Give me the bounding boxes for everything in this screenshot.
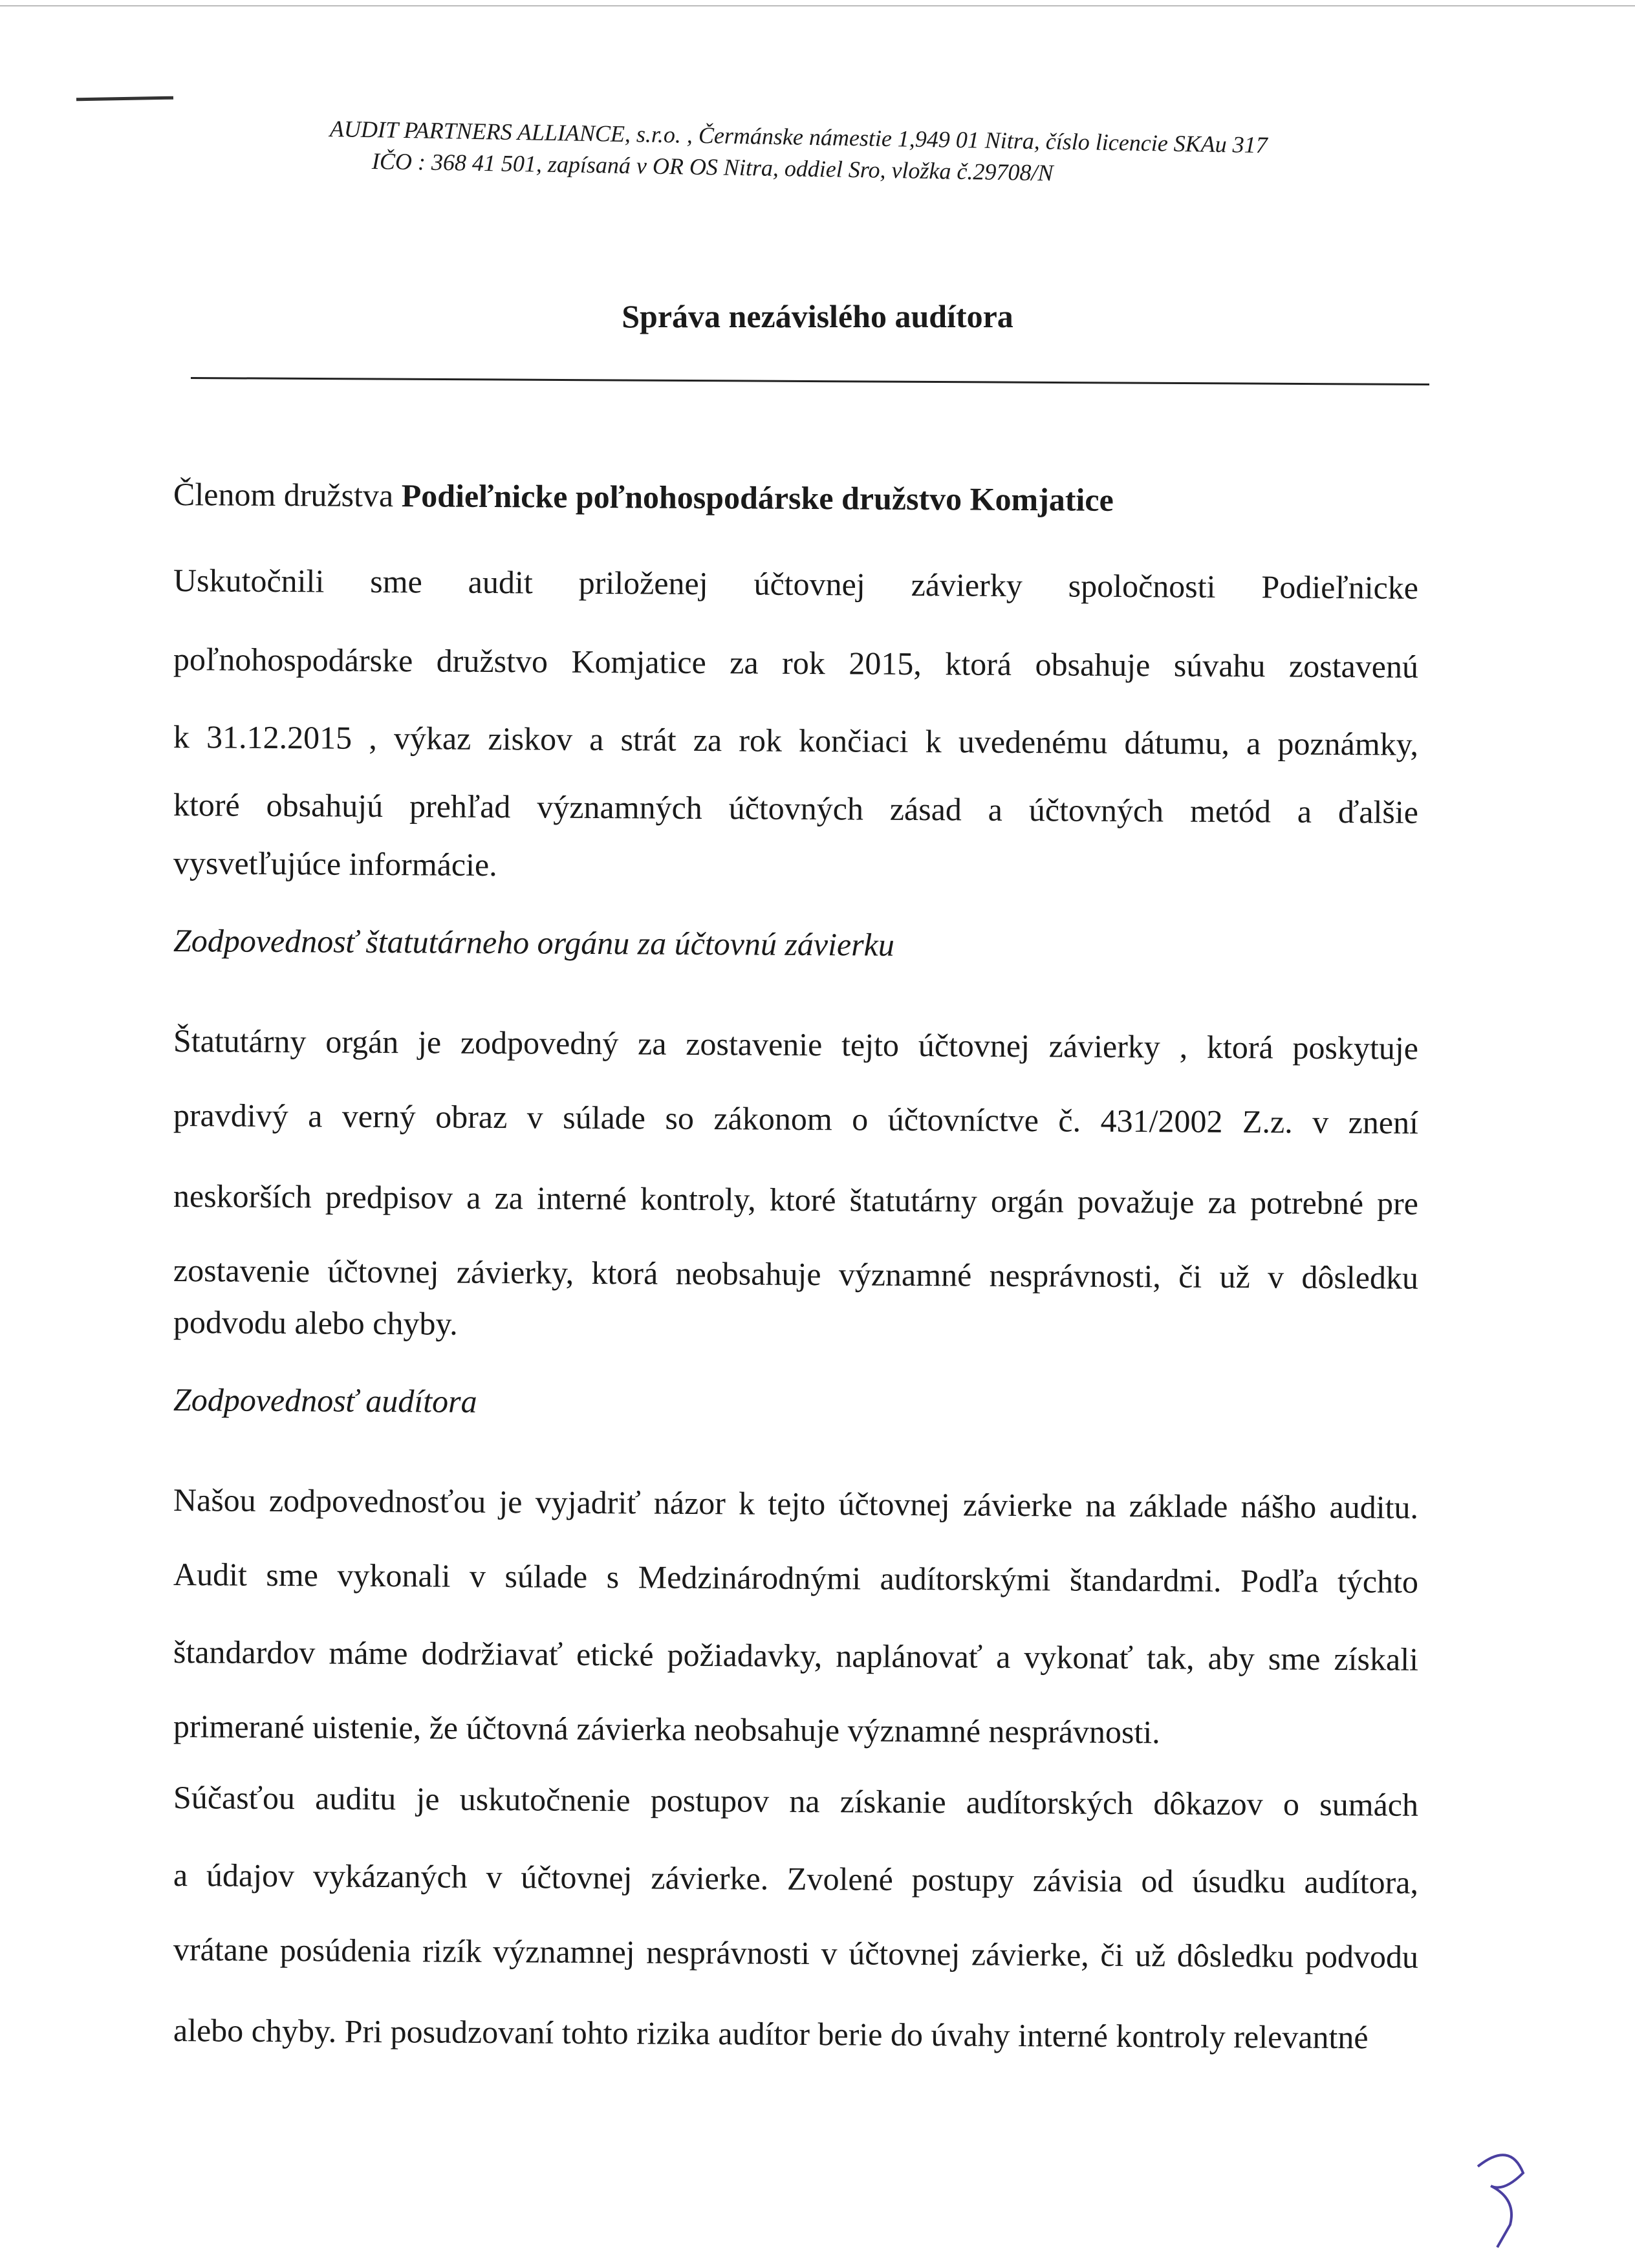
management-responsibility-line: podvodu alebo chyby.	[173, 1304, 458, 1342]
intro-line: k 31.12.2015 , výkaz ziskov a strát za rok končiaci k uvedenému dátumu, a poznámky,	[173, 718, 1419, 762]
management-responsibility-line: neskorších predpisov a za interné kontroly, ktoré štatutárny orgán považuje za potrebné pre	[173, 1178, 1419, 1222]
auditor-responsibility-line: alebo chyby. Pri posudzovaní tohto rizika audítor berie do úvahy interné kontroly relevantné	[173, 2012, 1369, 2056]
auditor-responsibility-line: primerané uistenie, že účtovná závierka neobsahuje významné nesprávnosti.	[173, 1708, 1160, 1751]
auditor-responsibility-line: Audit sme vykonali v súlade s Medzinárodnými audítorskými štandardmi. Podľa týchto	[173, 1556, 1419, 1600]
management-responsibility-line: Štatutárny orgán je zodpovedný za zostavenie tejto účtovnej závierky , ktorá poskytuje	[173, 1022, 1419, 1066]
auditor-responsibility-line: Súčasťou auditu je uskutočnenie postupov na získanie audítorských dôkazov o sumách	[173, 1779, 1419, 1823]
handwritten-page-number	[1465, 2147, 1543, 2251]
management-responsibility-line: zostavenie účtovnej závierky, ktorá neobsahuje významné nesprávnosti, či už v dôsledku	[173, 1252, 1419, 1296]
auditor-responsibility-line: Našou zodpovednosťou je vyjadriť názor k tejto účtovnej závierke na základe nášho auditu.	[173, 1482, 1419, 1526]
auditor-responsibility-line: vrátane posúdenia rizík významnej nesprávnosti v účtovnej závierke, či už dôsledku podvodu	[173, 1931, 1419, 1975]
auditor-responsibility-line: a údajov vykázaných v účtovnej závierke. Zvolené postupy závisia od úsudku audítora,	[173, 1857, 1419, 1901]
section-heading-auditor: Zodpovednosť audítora	[173, 1381, 477, 1420]
letterhead-line-2: IČO : 368 41 501, zapísaná v OR OS Nitra, oddiel Sro, vložka č.29708/N	[371, 148, 1054, 186]
title-divider	[191, 377, 1429, 385]
intro-line: poľnohospodárske družstvo Komjatice za rok 2015, ktorá obsahuje súvahu zostavenú	[173, 641, 1419, 685]
letterhead-line-1: AUDIT PARTNERS ALLIANCE, s.r.o. , Čermánske námestie 1,949 01 Nitra, číslo licencie SKAu 317	[329, 116, 1268, 158]
addressee-prefix: Členom družstva	[173, 476, 394, 514]
addressee	[173, 475, 1418, 521]
auditor-responsibility-line: štandardov máme dodržiavať etické požiadavky, naplánovať a vykonať tak, aby sme získali	[173, 1634, 1419, 1678]
section-heading-management: Zodpovednosť štatutárneho orgánu za účtovnú závierku	[173, 922, 894, 963]
scan-edge	[0, 5, 1635, 6]
intro-line: ktoré obsahujú prehľad významných účtovných zásad a účtovných metód a ďalšie	[173, 786, 1419, 830]
addressee-name: Podieľnicke poľnohospodárske družstvo Komjatice	[401, 477, 1114, 518]
intro-line: Uskutočnili sme audit priloženej účtovnej závierky spoločnosti Podieľnicke	[173, 562, 1419, 606]
management-responsibility-line: pravdivý a verný obraz v súlade so zákonom o účtovníctve č. 431/2002 Z.z. v znení	[173, 1097, 1419, 1141]
intro-line: vysvetľujúce informácie.	[173, 845, 497, 883]
margin-mark	[76, 96, 173, 102]
page-title: Správa nezávislého audítora	[622, 298, 1013, 334]
